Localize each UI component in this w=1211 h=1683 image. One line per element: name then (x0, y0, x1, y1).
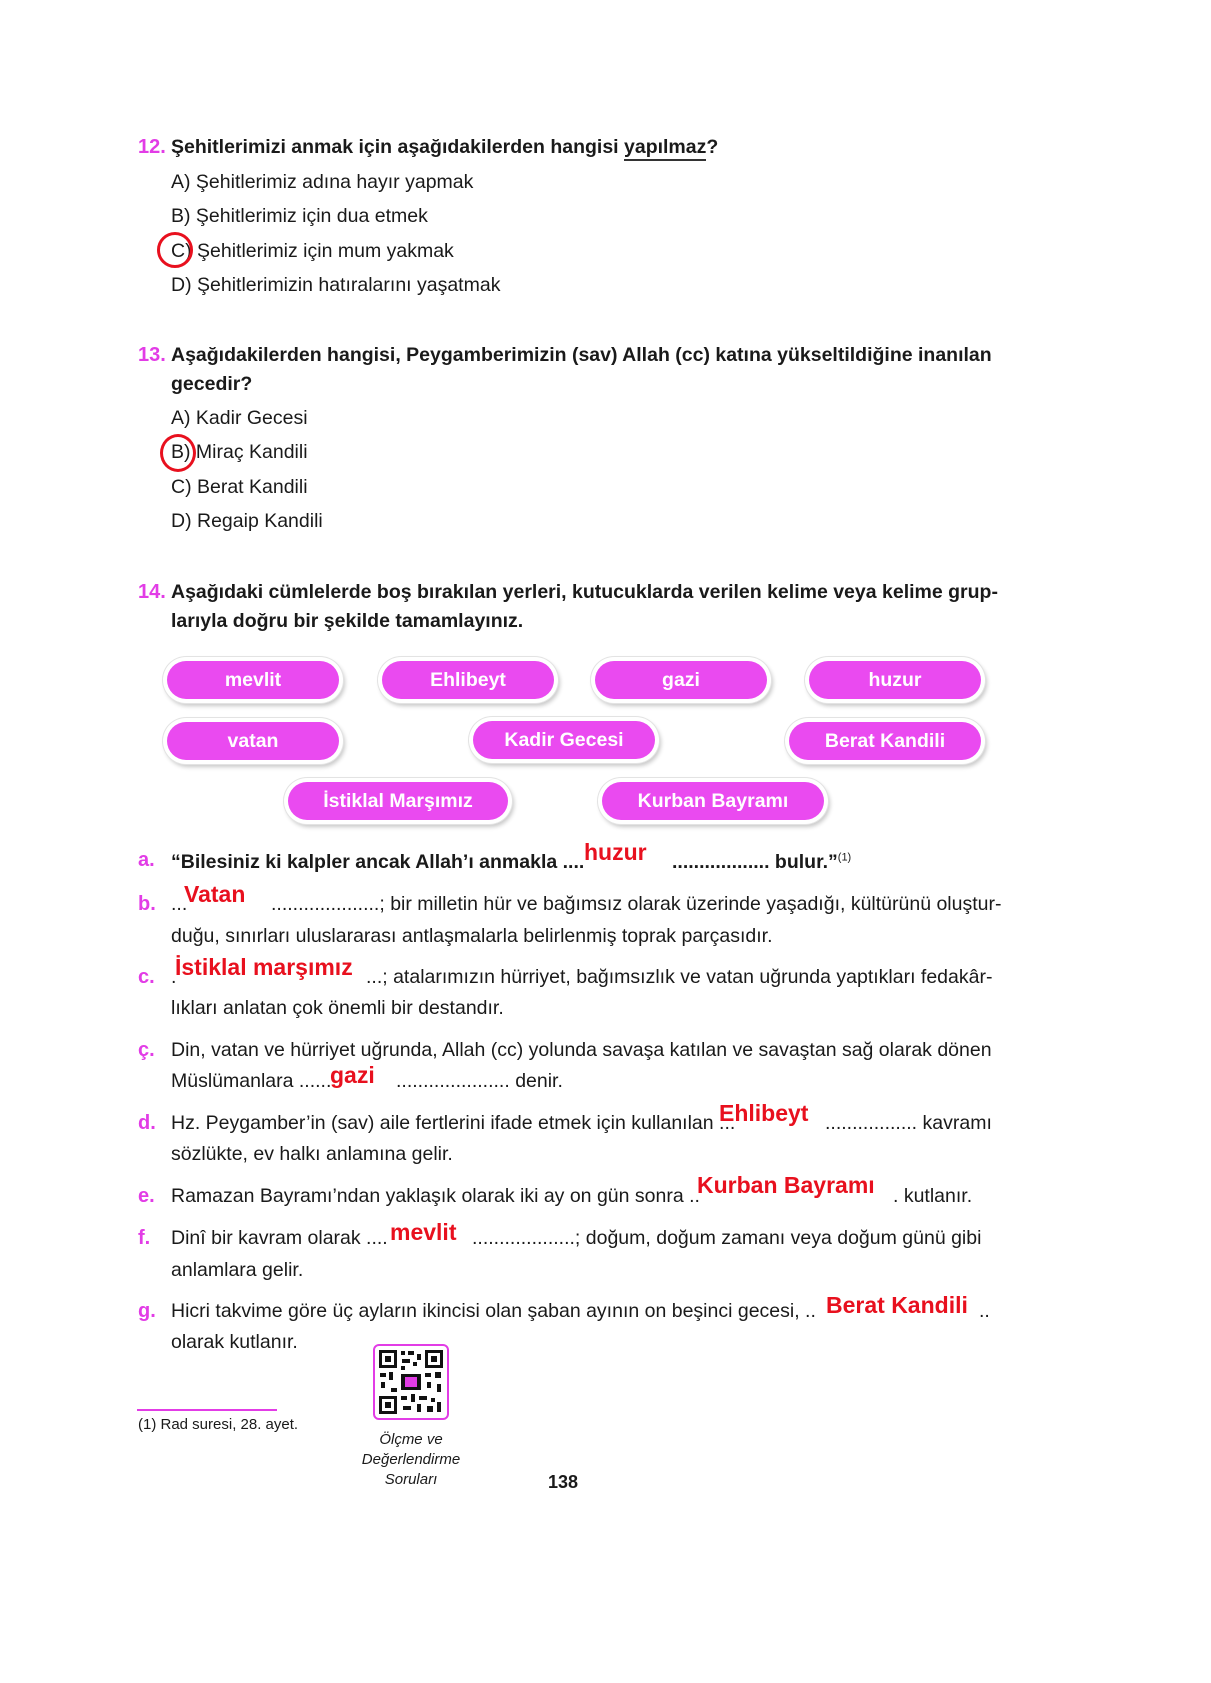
qr-code-icon (375, 1346, 447, 1418)
page-number: 138 (548, 1472, 579, 1492)
q12-question-end: ? (706, 136, 719, 158)
item-b-answer[interactable]: Vatan (184, 881, 246, 907)
item-b-pre: ... (171, 893, 188, 915)
q13-number: 13. (138, 344, 166, 366)
item-f-pre: Dinî bir kavram olarak .... (171, 1227, 388, 1249)
q13-option-c[interactable]: C) Berat Kandili (171, 476, 308, 498)
item-f-line2: anlamlara gelir. (171, 1259, 304, 1281)
item-d-post: ................. kavramı (825, 1112, 992, 1134)
chip-vatan[interactable] (163, 718, 343, 764)
item-e-post: . kutlanır. (893, 1185, 973, 1207)
q13-option-b[interactable]: B) Miraç Kandili (171, 441, 308, 463)
item-b-post: ....................; bir milletin hür ve bağımsız olarak üzerinde yaşadığı, kültürünü oluştur- (271, 893, 1002, 915)
item-e-pre: Ramazan Bayramı’ndan yaklaşık olarak iki ay on gün sonra .. (171, 1185, 700, 1207)
item-b-line2: duğu, sınırları uluslararası antlaşmalarla belirlenmiş toprak parçasıdır. (171, 925, 773, 947)
item-c-answer[interactable]: İstiklal marşımız (175, 954, 353, 980)
q14-question-line2: larıyla doğru bir şekilde tamamlayınız. (171, 610, 524, 632)
item-a-footnote-ref: (1) (837, 851, 852, 864)
item-cc-pre: Müslümanlara ...... (171, 1070, 332, 1092)
chip-berat-kandili[interactable] (785, 718, 985, 764)
item-a-post-text: .................. bulur.” (672, 851, 838, 873)
chip-label: huzur (809, 661, 981, 699)
qr-caption-line2: Değerlendirme (361, 1451, 461, 1468)
item-a-letter: a. (138, 849, 155, 871)
q12-option-c[interactable]: C) Şehitlerimiz için mum yakmak (171, 240, 454, 262)
item-d-pre: Hz. Peygamber’in (sav) aile fertlerini ifade etmek için kullanılan ... (171, 1112, 736, 1134)
chip-label: İstiklal Marşımız (288, 782, 508, 820)
item-a-answer[interactable]: huzur (584, 839, 647, 865)
qr-caption-line3: Soruları (384, 1471, 438, 1488)
footnote-divider (137, 1409, 277, 1411)
qr-caption-line1: Ölçme ve (379, 1431, 443, 1448)
item-cc-letter: ç. (138, 1039, 155, 1061)
chip-label: gazi (595, 661, 767, 699)
item-f-letter: f. (138, 1227, 151, 1249)
chip-kadir-gecesi[interactable] (469, 717, 659, 763)
q12-option-b[interactable]: B) Şehitlerimiz için dua etmek (171, 205, 428, 227)
item-g-letter: g. (138, 1300, 156, 1322)
chip-label: mevlit (167, 661, 339, 699)
chip-label: Ehlibeyt (382, 661, 554, 699)
chip-ehlibeyt[interactable] (378, 657, 558, 703)
footnote: (1) Rad suresi, 28. ayet. (138, 1416, 299, 1433)
q12-number: 12. (138, 136, 166, 158)
item-d-line2: sözlükte, ev halkı anlamına gelir. (171, 1143, 453, 1165)
q13-question-line1: Aşağıdakilerden hangisi, Peygamberimizin (sav) Allah (cc) katına yükseltildiğine inanılan (171, 344, 992, 366)
item-cc-line1: Din, vatan ve hürriyet uğrunda, Allah (cc) yolunda savaşa katılan ve savaştan sağ olarak dönen (171, 1039, 992, 1061)
item-f-answer[interactable]: mevlit (390, 1219, 457, 1245)
item-f-post: ...................; doğum, doğum zamanı veya doğum günü gibi (472, 1227, 982, 1249)
item-c-letter: c. (138, 966, 155, 988)
item-g-pre: Hicri takvime göre üç ayların ikincisi olan şaban ayının on beşinci gecesi, .. (171, 1300, 816, 1322)
qr-caption (346, 1430, 476, 1490)
item-c-pre: . (171, 966, 177, 988)
q13-option-d[interactable]: D) Regaip Kandili (171, 510, 323, 532)
item-b-letter: b. (138, 893, 156, 915)
q12-answer-circle-mark (157, 232, 193, 268)
q13-answer-circle-mark (160, 434, 196, 472)
item-d-answer[interactable]: Ehlibeyt (719, 1100, 809, 1126)
q13-option-a[interactable]: A) Kadir Gecesi (171, 407, 308, 429)
item-e-letter: e. (138, 1185, 155, 1207)
chip-label: Berat Kandili (789, 722, 981, 760)
item-c-post: ...; atalarımızın hürriyet, bağımsızlık ve vatan uğrunda yaptıkları fedakâr- (366, 966, 993, 988)
item-d-letter: d. (138, 1112, 156, 1134)
q12-option-d[interactable]: D) Şehitlerimizin hatıralarını yaşatmak (171, 274, 501, 296)
q13-question-line2: gecedir? (171, 373, 253, 395)
chip-gazi[interactable] (591, 657, 771, 703)
qr-code[interactable] (373, 1344, 449, 1420)
chip-label: vatan (167, 722, 339, 760)
item-a-pre: “Bilesiniz ki kalpler ancak Allah’ı anmakla .... (171, 851, 585, 873)
item-g-answer[interactable]: Berat Kandili (826, 1292, 968, 1318)
chip-istiklal-marsimiz[interactable] (284, 778, 512, 824)
chip-huzur[interactable] (805, 657, 985, 703)
item-cc-post: ..................... denir. (396, 1070, 563, 1092)
q12-question-start: Şehitlerimizi anmak için aşağıdakilerden hangisi (171, 136, 624, 158)
q12-question-emph: yapılmaz (624, 136, 706, 161)
chip-label: Kadir Gecesi (473, 721, 655, 759)
item-a-post (672, 851, 851, 874)
q12-option-a[interactable]: A) Şehitlerimiz adına hayır yapmak (171, 171, 474, 193)
chip-mevlit[interactable] (163, 657, 343, 703)
item-g-line2: olarak kutlanır. (171, 1331, 298, 1353)
item-c-line2: lıkları anlatan çok önemli bir destandır. (171, 997, 504, 1019)
item-g-post: .. (979, 1300, 990, 1322)
q14-number: 14. (138, 581, 166, 603)
item-cc-answer[interactable]: gazi (330, 1062, 375, 1088)
item-e-answer[interactable]: Kurban Bayramı (697, 1172, 875, 1198)
q14-question-line1: Aşağıdaki cümlelerde boş bırakılan yerleri, kutucuklarda verilen kelime veya kelime grup- (171, 581, 998, 603)
chip-kurban-bayrami[interactable] (598, 778, 828, 824)
chip-label: Kurban Bayramı (602, 782, 824, 820)
q12-question (171, 131, 718, 163)
